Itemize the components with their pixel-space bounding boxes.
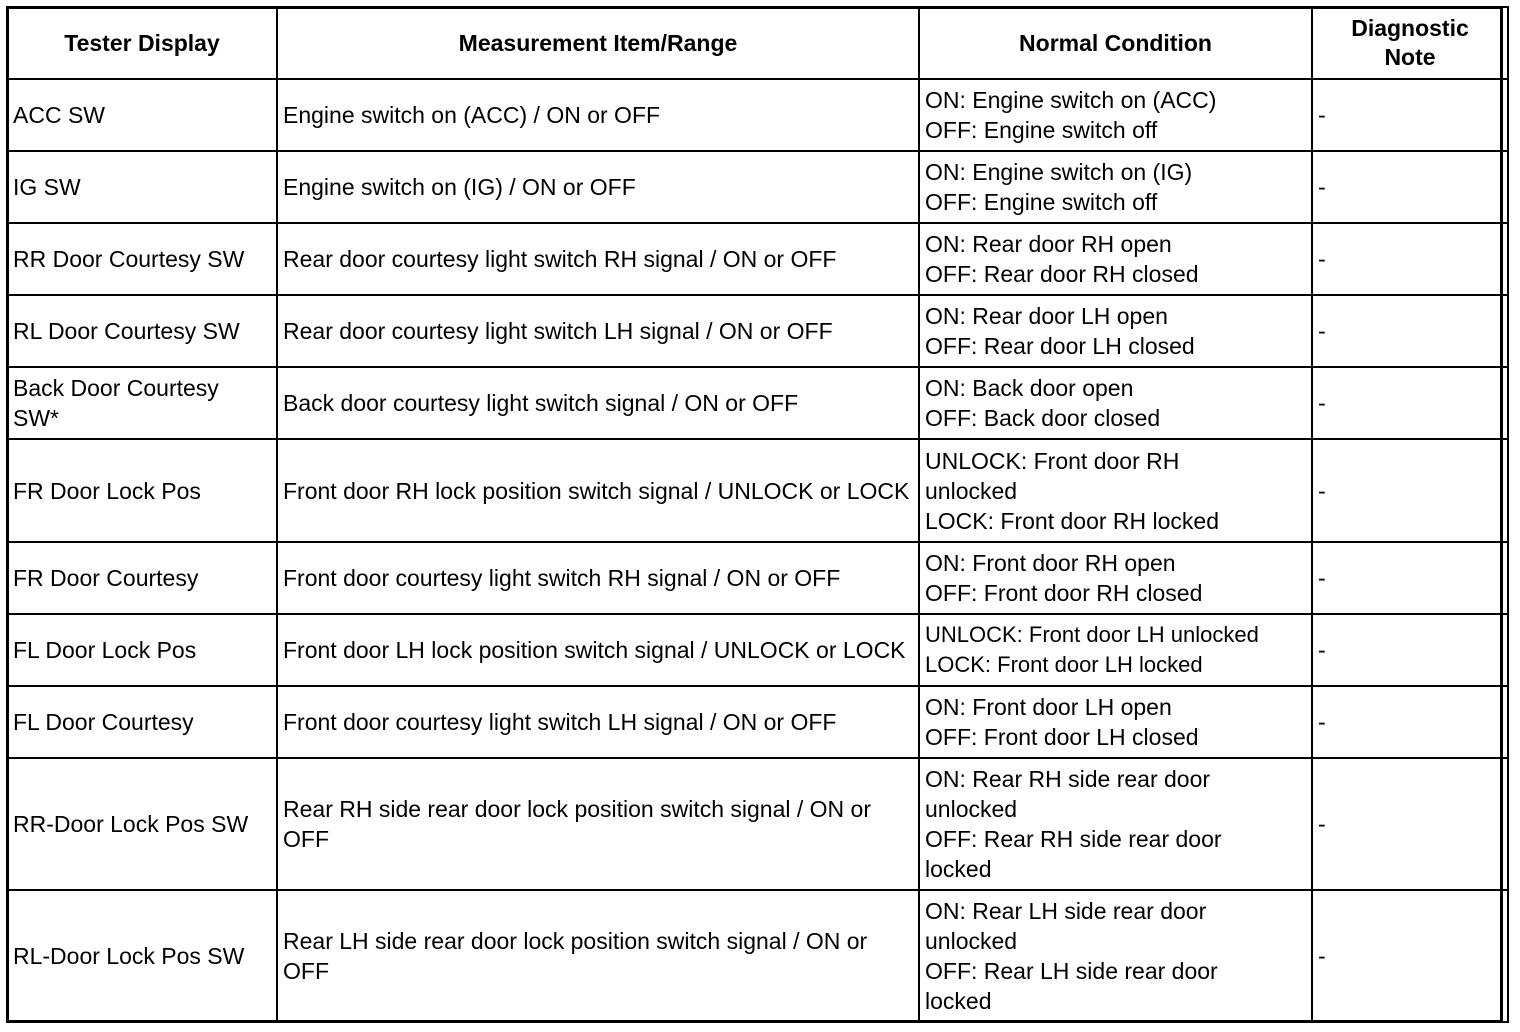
diagnostic-note-cell: - bbox=[1312, 542, 1508, 614]
table-row bbox=[7, 758, 1508, 890]
table-row bbox=[7, 439, 1508, 542]
table-row bbox=[7, 151, 1508, 223]
normal-condition-line: OFF: Front door RH closed bbox=[925, 580, 1203, 606]
measurement-cell: Front door RH lock position switch signal / UNLOCK or LOCK bbox=[277, 439, 919, 542]
tester-display-cell: FR Door Lock Pos bbox=[7, 439, 277, 542]
normal-condition-line: OFF: Rear door LH closed bbox=[925, 333, 1195, 359]
normal-condition-line: OFF: Engine switch off bbox=[925, 117, 1158, 143]
normal-condition-line: OFF: Rear RH side rear door locked bbox=[925, 826, 1222, 882]
tester-display-cell: IG SW bbox=[7, 151, 277, 223]
measurement-cell: Front door courtesy light switch LH signal / ON or OFF bbox=[277, 686, 919, 758]
normal-condition-line: ON: Front door RH open bbox=[925, 550, 1176, 576]
normal-condition-line: OFF: Engine switch off bbox=[925, 189, 1158, 215]
diagnostic-note-cell: - bbox=[1312, 614, 1508, 686]
normal-condition-cell bbox=[919, 295, 1312, 367]
normal-condition-line: OFF: Rear LH side rear door locked bbox=[925, 958, 1218, 1014]
normal-condition-line: ON: Rear LH side rear door unlocked bbox=[925, 898, 1207, 954]
tester-display-cell: RR Door Courtesy SW bbox=[7, 223, 277, 295]
table-row bbox=[7, 223, 1508, 295]
normal-condition-cell bbox=[919, 367, 1312, 439]
normal-condition-line: UNLOCK: Front door LH unlocked bbox=[925, 622, 1259, 647]
normal-condition-line: ON: Rear door LH open bbox=[925, 303, 1168, 329]
table-row bbox=[7, 686, 1508, 758]
tester-display-cell: Back Door Courtesy SW* bbox=[7, 367, 277, 439]
normal-condition-line: ON: Rear door RH open bbox=[925, 231, 1172, 257]
normal-condition-cell bbox=[919, 542, 1312, 614]
diagnostic-note-cell: - bbox=[1312, 439, 1508, 542]
tester-display-cell: FR Door Courtesy bbox=[7, 542, 277, 614]
diagnostic-note-cell: - bbox=[1312, 890, 1508, 1022]
measurement-cell: Rear RH side rear door lock position switch signal / ON or OFF bbox=[277, 758, 919, 890]
diagnostic-note-cell: - bbox=[1312, 151, 1508, 223]
header-measurement: Measurement Item/Range bbox=[277, 7, 919, 79]
normal-condition-line: UNLOCK: Front door RH unlocked bbox=[925, 447, 1180, 504]
table-row bbox=[7, 367, 1508, 439]
normal-condition-cell bbox=[919, 890, 1312, 1022]
diagnostic-note-cell: - bbox=[1312, 367, 1508, 439]
diagnostic-note-cell: - bbox=[1312, 686, 1508, 758]
normal-condition-cell bbox=[919, 439, 1312, 542]
normal-condition-cell bbox=[919, 223, 1312, 295]
table-row bbox=[7, 79, 1508, 151]
measurement-cell: Front door LH lock position switch signal / UNLOCK or LOCK bbox=[277, 614, 919, 686]
normal-condition-cell bbox=[919, 79, 1312, 151]
measurement-cell: Rear door courtesy light switch RH signal / ON or OFF bbox=[277, 223, 919, 295]
diagnostic-note-cell: - bbox=[1312, 79, 1508, 151]
measurement-cell: Back door courtesy light switch signal / ON or OFF bbox=[277, 367, 919, 439]
diagnostic-note-cell: - bbox=[1312, 295, 1508, 367]
normal-condition-cell bbox=[919, 614, 1312, 686]
table-row bbox=[7, 542, 1508, 614]
normal-condition-line: LOCK: Front door LH locked bbox=[925, 652, 1203, 677]
diagnostic-note-cell: - bbox=[1312, 223, 1508, 295]
normal-condition-line: ON: Front door LH open bbox=[925, 694, 1172, 720]
header-diagnostic-note: Diagnostic Note bbox=[1312, 7, 1508, 79]
normal-condition-line: LOCK: Front door RH locked bbox=[925, 507, 1220, 534]
normal-condition-line: ON: Engine switch on (ACC) bbox=[925, 87, 1217, 113]
normal-condition-cell bbox=[919, 686, 1312, 758]
tester-display-cell: RL-Door Lock Pos SW bbox=[7, 890, 277, 1022]
tester-display-cell: RL Door Courtesy SW bbox=[7, 295, 277, 367]
tester-display-cell: ACC SW bbox=[7, 79, 277, 151]
normal-condition-line: ON: Engine switch on (IG) bbox=[925, 159, 1193, 185]
tester-display-cell: FL Door Lock Pos bbox=[7, 614, 277, 686]
measurement-cell: Rear door courtesy light switch LH signal / ON or OFF bbox=[277, 295, 919, 367]
normal-condition-line: OFF: Back door closed bbox=[925, 405, 1161, 431]
data-list-table bbox=[6, 6, 1509, 1023]
table-header-row bbox=[7, 7, 1508, 79]
normal-condition-line: OFF: Rear door RH closed bbox=[925, 261, 1199, 287]
tester-display-cell: RR-Door Lock Pos SW bbox=[7, 758, 277, 890]
measurement-cell: Engine switch on (ACC) / ON or OFF bbox=[277, 79, 919, 151]
normal-condition-line: OFF: Front door LH closed bbox=[925, 724, 1199, 750]
tester-display-cell: FL Door Courtesy bbox=[7, 686, 277, 758]
table-row bbox=[7, 890, 1508, 1022]
header-normal-condition: Normal Condition bbox=[919, 7, 1312, 79]
measurement-cell: Engine switch on (IG) / ON or OFF bbox=[277, 151, 919, 223]
diagnostic-note-cell: - bbox=[1312, 758, 1508, 890]
normal-condition-cell bbox=[919, 151, 1312, 223]
normal-condition-line: ON: Rear RH side rear door unlocked bbox=[925, 766, 1211, 822]
table-row bbox=[7, 295, 1508, 367]
normal-condition-cell bbox=[919, 758, 1312, 890]
table-row bbox=[7, 614, 1508, 686]
measurement-cell: Rear LH side rear door lock position switch signal / ON or OFF bbox=[277, 890, 919, 1022]
header-tester-display: Tester Display bbox=[7, 7, 277, 79]
measurement-cell: Front door courtesy light switch RH signal / ON or OFF bbox=[277, 542, 919, 614]
normal-condition-line: ON: Back door open bbox=[925, 375, 1134, 401]
